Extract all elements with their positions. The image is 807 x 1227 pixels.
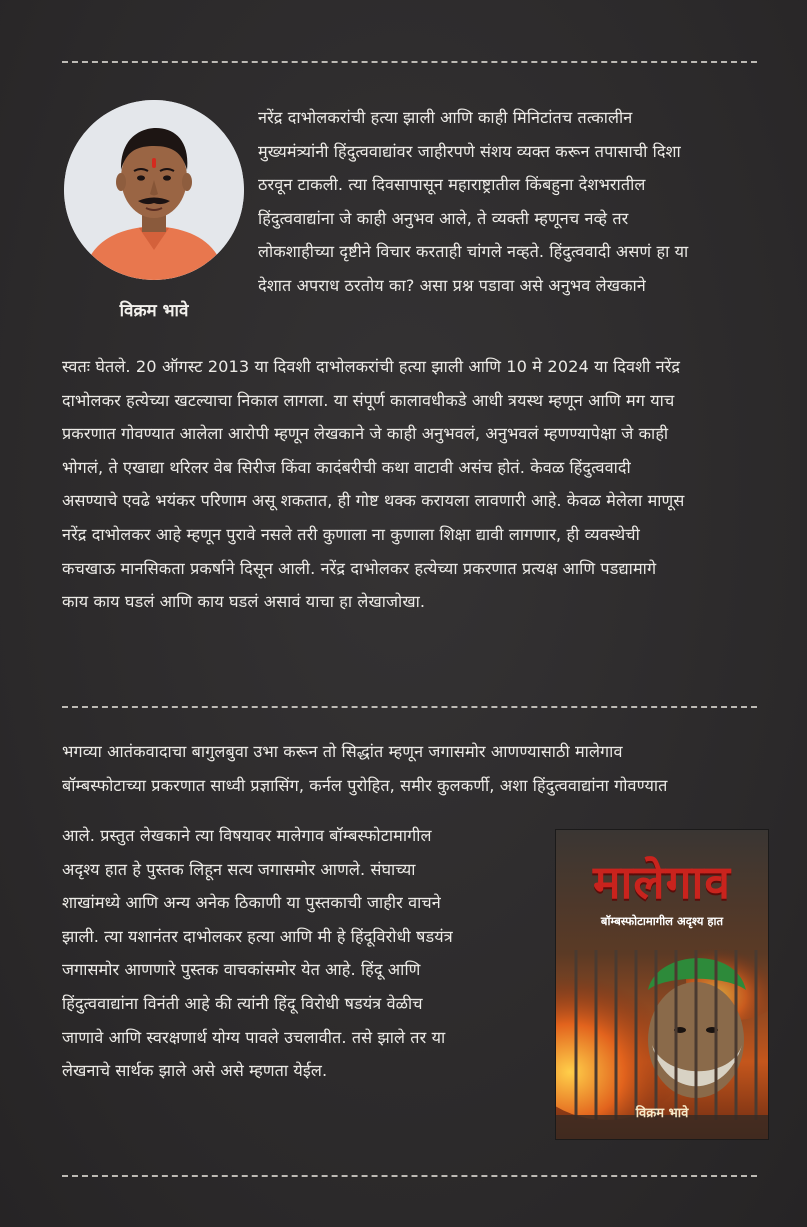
text-line: बॉम्बस्फोटाच्या प्रकरणात साध्वी प्रज्ञासिंग, कर्नल पुरोहित, समीर कुलकर्णी, अशा हिंदुत्ववाद्यांना गोवण्यात	[62, 775, 668, 795]
author-portrait-icon	[64, 100, 244, 280]
intro-paragraph-beside-photo	[258, 101, 768, 303]
text-line: जाणावे आणि स्वरक्षणार्थ योग्य पावले उचलावीत. तसे झाले तर या	[62, 1027, 446, 1047]
cover-author: विक्रम भावे	[635, 1106, 689, 1121]
text-line: हिंदुत्ववाद्यांना विनंती आहे की त्यांनी हिंदू विरोधी षडयंत्र वेळीच	[62, 993, 423, 1013]
author-photo	[64, 100, 244, 280]
text-line: मुख्यमंत्र्यांनी हिंदुत्ववाद्यांवर जाहीरपणे संशय व्यक्त करून तपासाची दिशा	[258, 141, 681, 161]
text-line: नरेंद्र दाभोलकरांची हत्या झाली आणि काही मिनिटांतच तत्कालीन	[258, 108, 633, 127]
text-line: प्रकरणात गोवण्यात आलेला आरोपी म्हणून लेखकाने जे काही अनुभवलं, अनुभवलं म्हणण्यापेक्षा जे काही	[62, 424, 669, 444]
text-line: लोकशाहीच्या दृष्टीने विचार करताही चांगले नव्हते. हिंदुत्ववादी असणं हा या	[258, 242, 689, 262]
top-divider	[62, 61, 757, 63]
middle-divider	[62, 706, 757, 708]
text-line: लेखनाचे सार्थक झाले असे असे म्हणता येईल.	[62, 1061, 328, 1081]
bottom-divider	[62, 1175, 757, 1177]
text-line: कचखाऊ मानसिकता प्रकर्षाने दिसून आली. नरेंद्र दाभोलकर हत्येच्या प्रकरणात प्रत्यक्ष आणि पडद्यामागे	[62, 558, 657, 578]
text-line: स्वतः घेतले. 20 ऑगस्ट 2013 या दिवशी दाभोलकरांची हत्या झाली आणि 10 मे 2024 या दिवशी नरेंद्र	[62, 357, 681, 376]
text-line: काय काय घडलं आणि काय घडलं असावं याचा हा लेखाजोखा.	[62, 592, 426, 612]
text-line: शाखांमध्ये आणि अन्य अनेक ठिकाणी या पुस्तकाची जाहीर वाचने	[62, 893, 441, 913]
text-line: हिंदुत्ववाद्यांना जे काही अनुभव आले, ते व्यक्ती म्हणूनच नव्हे तर	[258, 208, 629, 228]
text-line: ठरवून टाकली. त्या दिवसापासून महाराष्ट्रातील किंबहुना देशभरातील	[258, 175, 646, 195]
book-cover-thumbnail	[556, 830, 768, 1139]
text-line: अदृश्य हात हे पुस्तक लिहून सत्य जगासमोर आणले. संघाच्या	[62, 859, 416, 879]
text-line: आले. प्रस्तुत लेखकाने त्या विषयावर मालेगाव बॉम्बस्फोटामागील	[62, 826, 432, 845]
text-line: जगासमोर आणणारे पुस्तक वाचकांसमोर येत आहे. हिंदू आणि	[62, 960, 421, 980]
text-line: नरेंद्र दाभोलकर आहे म्हणून पुरावे नसले तरी कुणाला ना कुणाला शिक्षा द्यावी लागणार, ही व्यवस्थेची	[62, 524, 640, 544]
text-line: दाभोलकर हत्येच्या खटल्याचा निकाल लागला. या संपूर्ण कालावधीकडे आधी त्रयस्थ म्हणून आणि मग याच	[62, 390, 675, 410]
text-line: असण्याचे एवढे भयंकर परिणाम असू शकतात, ही गोष्ट थक्क करायला लावणारी आहे. केवळ मेलेला माणूस	[62, 491, 685, 511]
text-line: भगव्या आतंकवादाचा बागुलबुवा उभा करून तो सिद्धांत म्हणून जगासमोर आणण्यासाठी मालेगाव	[62, 742, 623, 761]
text-line: देशात अपराध ठरतोय का? असा प्रश्न पडावा असे अनुभव लेखकाने	[258, 275, 646, 295]
cover-title: मालेगाव	[593, 855, 731, 909]
intro-paragraph-full-width	[62, 302, 768, 619]
text-line: झाली. त्या यशानंतर दाभोलकर हत्या आणि मी हे हिंदूविरोधी षडयंत्र	[62, 926, 453, 946]
text-line: भोगलं, ते एखाद्या थरिलर वेब सिरीज किंवा कादंबरीची कथा वाटावी असंच होतं. केवळ हिंदुत्ववादी	[62, 457, 631, 477]
second-paragraph-beside-cover	[62, 819, 532, 1088]
author-name: विक्रम भावे	[119, 301, 189, 321]
second-paragraph-full-width	[62, 735, 768, 802]
cover-subtitle: बॉम्बस्फोटामागील अदृश्य हात	[600, 914, 724, 928]
